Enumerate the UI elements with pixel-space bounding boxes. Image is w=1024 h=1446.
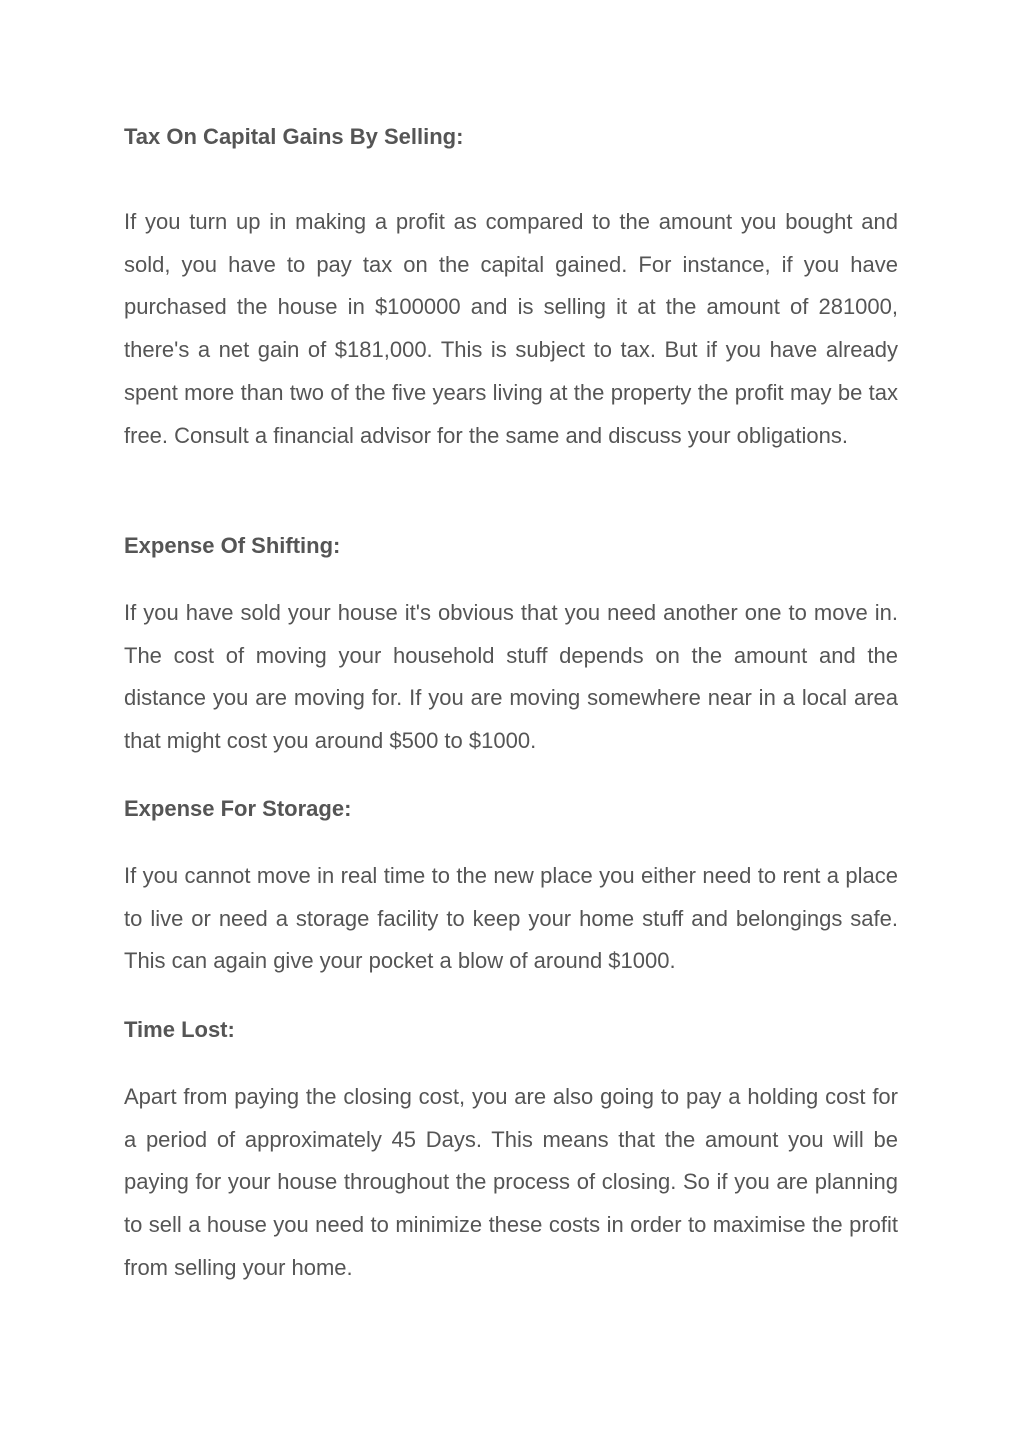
section-heading-storage: Expense For Storage: [124, 796, 352, 821]
section-heading-shifting: Expense Of Shifting: [124, 533, 341, 558]
section-heading-time-lost: Time Lost: [124, 1017, 235, 1042]
section-body-capital-gains: If you turn up in making a profit as compared to the amount you bought and sold, you have to pay tax on the capital gained. For instance, if you have purchased the house in $100000 and is selling it at the amount of 281000, there's a net gain of $181,000. This is subject to tax. But if you have already spent more than two of the five years living at the property the profit may be tax free. Consult a financial advisor for the same and discuss your obligations. [124, 209, 898, 448]
section-body-shifting: If you have sold your house it's obvious that you need another one to move in. The cost of moving your household stuff depends on the amount and the distance you are moving for. If you are moving somewhere near in a local area that might cost you around $500 to $1000. [124, 600, 898, 754]
section-body-time-lost: Apart from paying the closing cost, you are also going to pay a holding cost for a period of approximately 45 Days. This means that the amount you will be paying for your house throughout the process of closing. So if you are planning to sell a house you need to minimize these costs in order to maximise the profit from selling your home. [124, 1084, 898, 1280]
section-body-storage: If you cannot move in real time to the new place you either need to rent a place to live or need a storage facility to keep your home stuff and belongings safe. This can again give your pocket a blow of around $1000. [124, 863, 898, 974]
section-heading-capital-gains: Tax On Capital Gains By Selling: [124, 124, 464, 149]
